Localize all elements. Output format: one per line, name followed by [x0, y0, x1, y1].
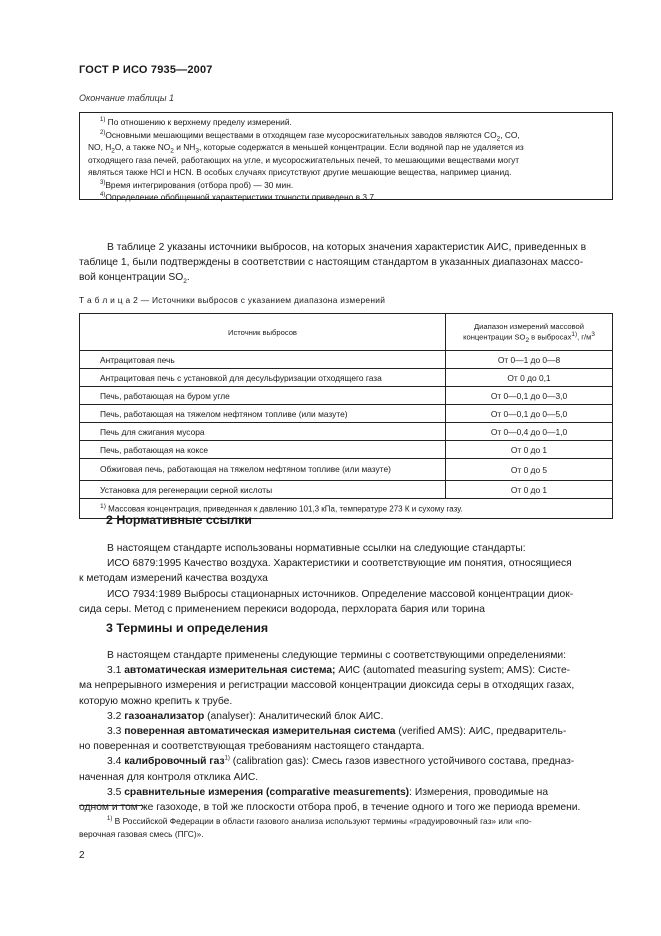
table-continuation-label: Окончание таблицы 1 — [79, 93, 174, 103]
section-2-body: В настоящем стандарте использованы нормативные ссылки на следующие стандарты: ИСО 6879:1995 Качество воздуха. Характеристики и соответствующие им понятия, относящиеся к методам измерений качества воздуха ИСО 7934:1989 Выбросы стационарных источников. Определение массовой концентрации диок- сида серы. Метод с применением перекиси водорода, перхлората бария или торина — [79, 543, 574, 615]
intro-paragraph: В таблице 2 указаны источники выбросов, на которых значения характеристик АИС, приведенных в таблице 1, были подтверждены в соответствии с настоящим стандартом в указанных диапазонах массо- вой концентрации $SO_2$. — [79, 242, 587, 286]
note-4: $^{4)}$Определение обобщенной характеристики точности приведено в 3.7. — [100, 192, 377, 202]
section-2-heading: 2 Нормативные ссылки — [106, 513, 252, 527]
table2-title: Т а б л и ц а 2 — Источники выбросов с указанием диапазона измерений — [79, 295, 386, 305]
table-row: Установка для регенерации серной кислоты От 0 до 1 — [80, 481, 613, 499]
table-footnote-row: $^{1)}$ Массовая концентрация, приведенная к давлению 101,3 кПа, температуре 273 К и сухому газу. — [80, 499, 613, 519]
note-1: $^{1)}$ По отношению к верхнему пределу измерений. — [100, 117, 292, 127]
header-source: Источник выбросов — [80, 314, 446, 351]
note-2-cont2: отходящего газа печей, работающих на угле, и мусоросжигательных печей, то мешающими веществами могут — [88, 154, 520, 165]
section-3-body: В настоящем стандарте применены следующие термины с соответствующими определениями: 3.1 автоматическая измерительная система; АИС (automated measuring system; AMS): Систе- ма непрерывного измерения и регистрации массовой концентрации диоксида серы в отходящих газах, которую можно крепить к трубе. 3.2 газоанализатор (analyser): Аналитический блок АИС. 3.3 поверенная автоматическая измерительная система (verified AMS): АИС, предваритель- но поверенная и соответствующая требованиям настоящего стандарта. 3.4 калибровочный газ$^{1)}$ (calibration gas): Смесь газов известного устойчивого состава, предназ- наченная для контроля отклика АИС. 3.5 сравнительные измерения (comparative measurements): Измерения, проводимые на одном и том же газоходе, в той же плоскости отбора проб, в течение одного и того же периода времени. — [79, 648, 613, 815]
header-range: Диапазон измерений массовой концентрации $SO_2$ в выбросах$^{1)}$, $г/м^3$ — [446, 314, 613, 351]
table-row: Печь, работающая на тяжелом нефтяном топливе (или мазуте) От 0—0,1 до 0—5,0 — [80, 405, 613, 423]
note-2-cont3: являться также HCl и HCN. В особых случаях присутствуют другие мешающие вещества, например цианид. — [88, 167, 512, 177]
emission-sources-table — [79, 313, 613, 519]
section-3-heading: 3 Термины и определения — [106, 621, 269, 635]
term-3-5: 3.5 сравнительные измерения (comparative measurements): Измерения, проводимые на — [107, 786, 549, 798]
footnote-divider — [79, 805, 143, 806]
table-row: Печь, работающая на буром угле От 0—0,1 до 0—3,0 — [80, 387, 613, 405]
table-row: Антрацитовая печь с установкой для десульфуризации отходящего газа От 0 до 0,1 — [80, 369, 613, 387]
term-3-1: 3.1 автоматическая измерительная система; АИС (automated measuring system; AMS): Систе- — [107, 665, 571, 677]
table-row: Обжиговая печь, работающая на тяжелом нефтяном топливе (или мазуте) От 0 до 5 — [80, 459, 613, 481]
table1-notes — [79, 112, 613, 200]
table-row: Печь для сжигания мусора От 0—0,4 до 0—1,0 — [80, 423, 613, 441]
page-number: 2 — [79, 850, 85, 861]
note-2-cont: NO, $H_2O$, а также $NO_2$ и $NH_3$, которые содержатся в меньшей концентрации. Если водяной пар не удаляется из — [88, 142, 524, 155]
page-footnote: $^{1)}$ В Российской Федерации в области газового анализа используют термины «градуировочный газ» или «по- верочная газовая смесь (ПГС)». — [79, 816, 532, 839]
table-row: Антрацитовая печь От 0—1 до 0—8 — [80, 351, 613, 369]
document-header: ГОСТ Р ИСО 7935—2007 — [79, 64, 213, 76]
note-3: $^{3)}$Время интегрирования (отбора проб) — 30 мин. — [100, 179, 294, 190]
table-row: Печь, работающая на коксе От 0 до 1 — [80, 441, 613, 459]
table-header-row — [80, 314, 613, 351]
note-2: $^{2)}$Основными мешающими веществами в отходящем газе мусоросжигательных заводов являются $CO_2$, CO, — [100, 129, 520, 143]
term-3-3: 3.3 поверенная автоматическая измерительная система (verified AMS): АИС, предваритель- — [107, 726, 567, 738]
term-3-4: 3.4 калибровочный газ$^{1)}$ (calibration gas): Смесь газов известного устойчивого состава, предназ- — [107, 756, 575, 768]
term-3-2: 3.2 газоанализатор (analyser): Аналитический блок АИС. — [107, 710, 384, 722]
